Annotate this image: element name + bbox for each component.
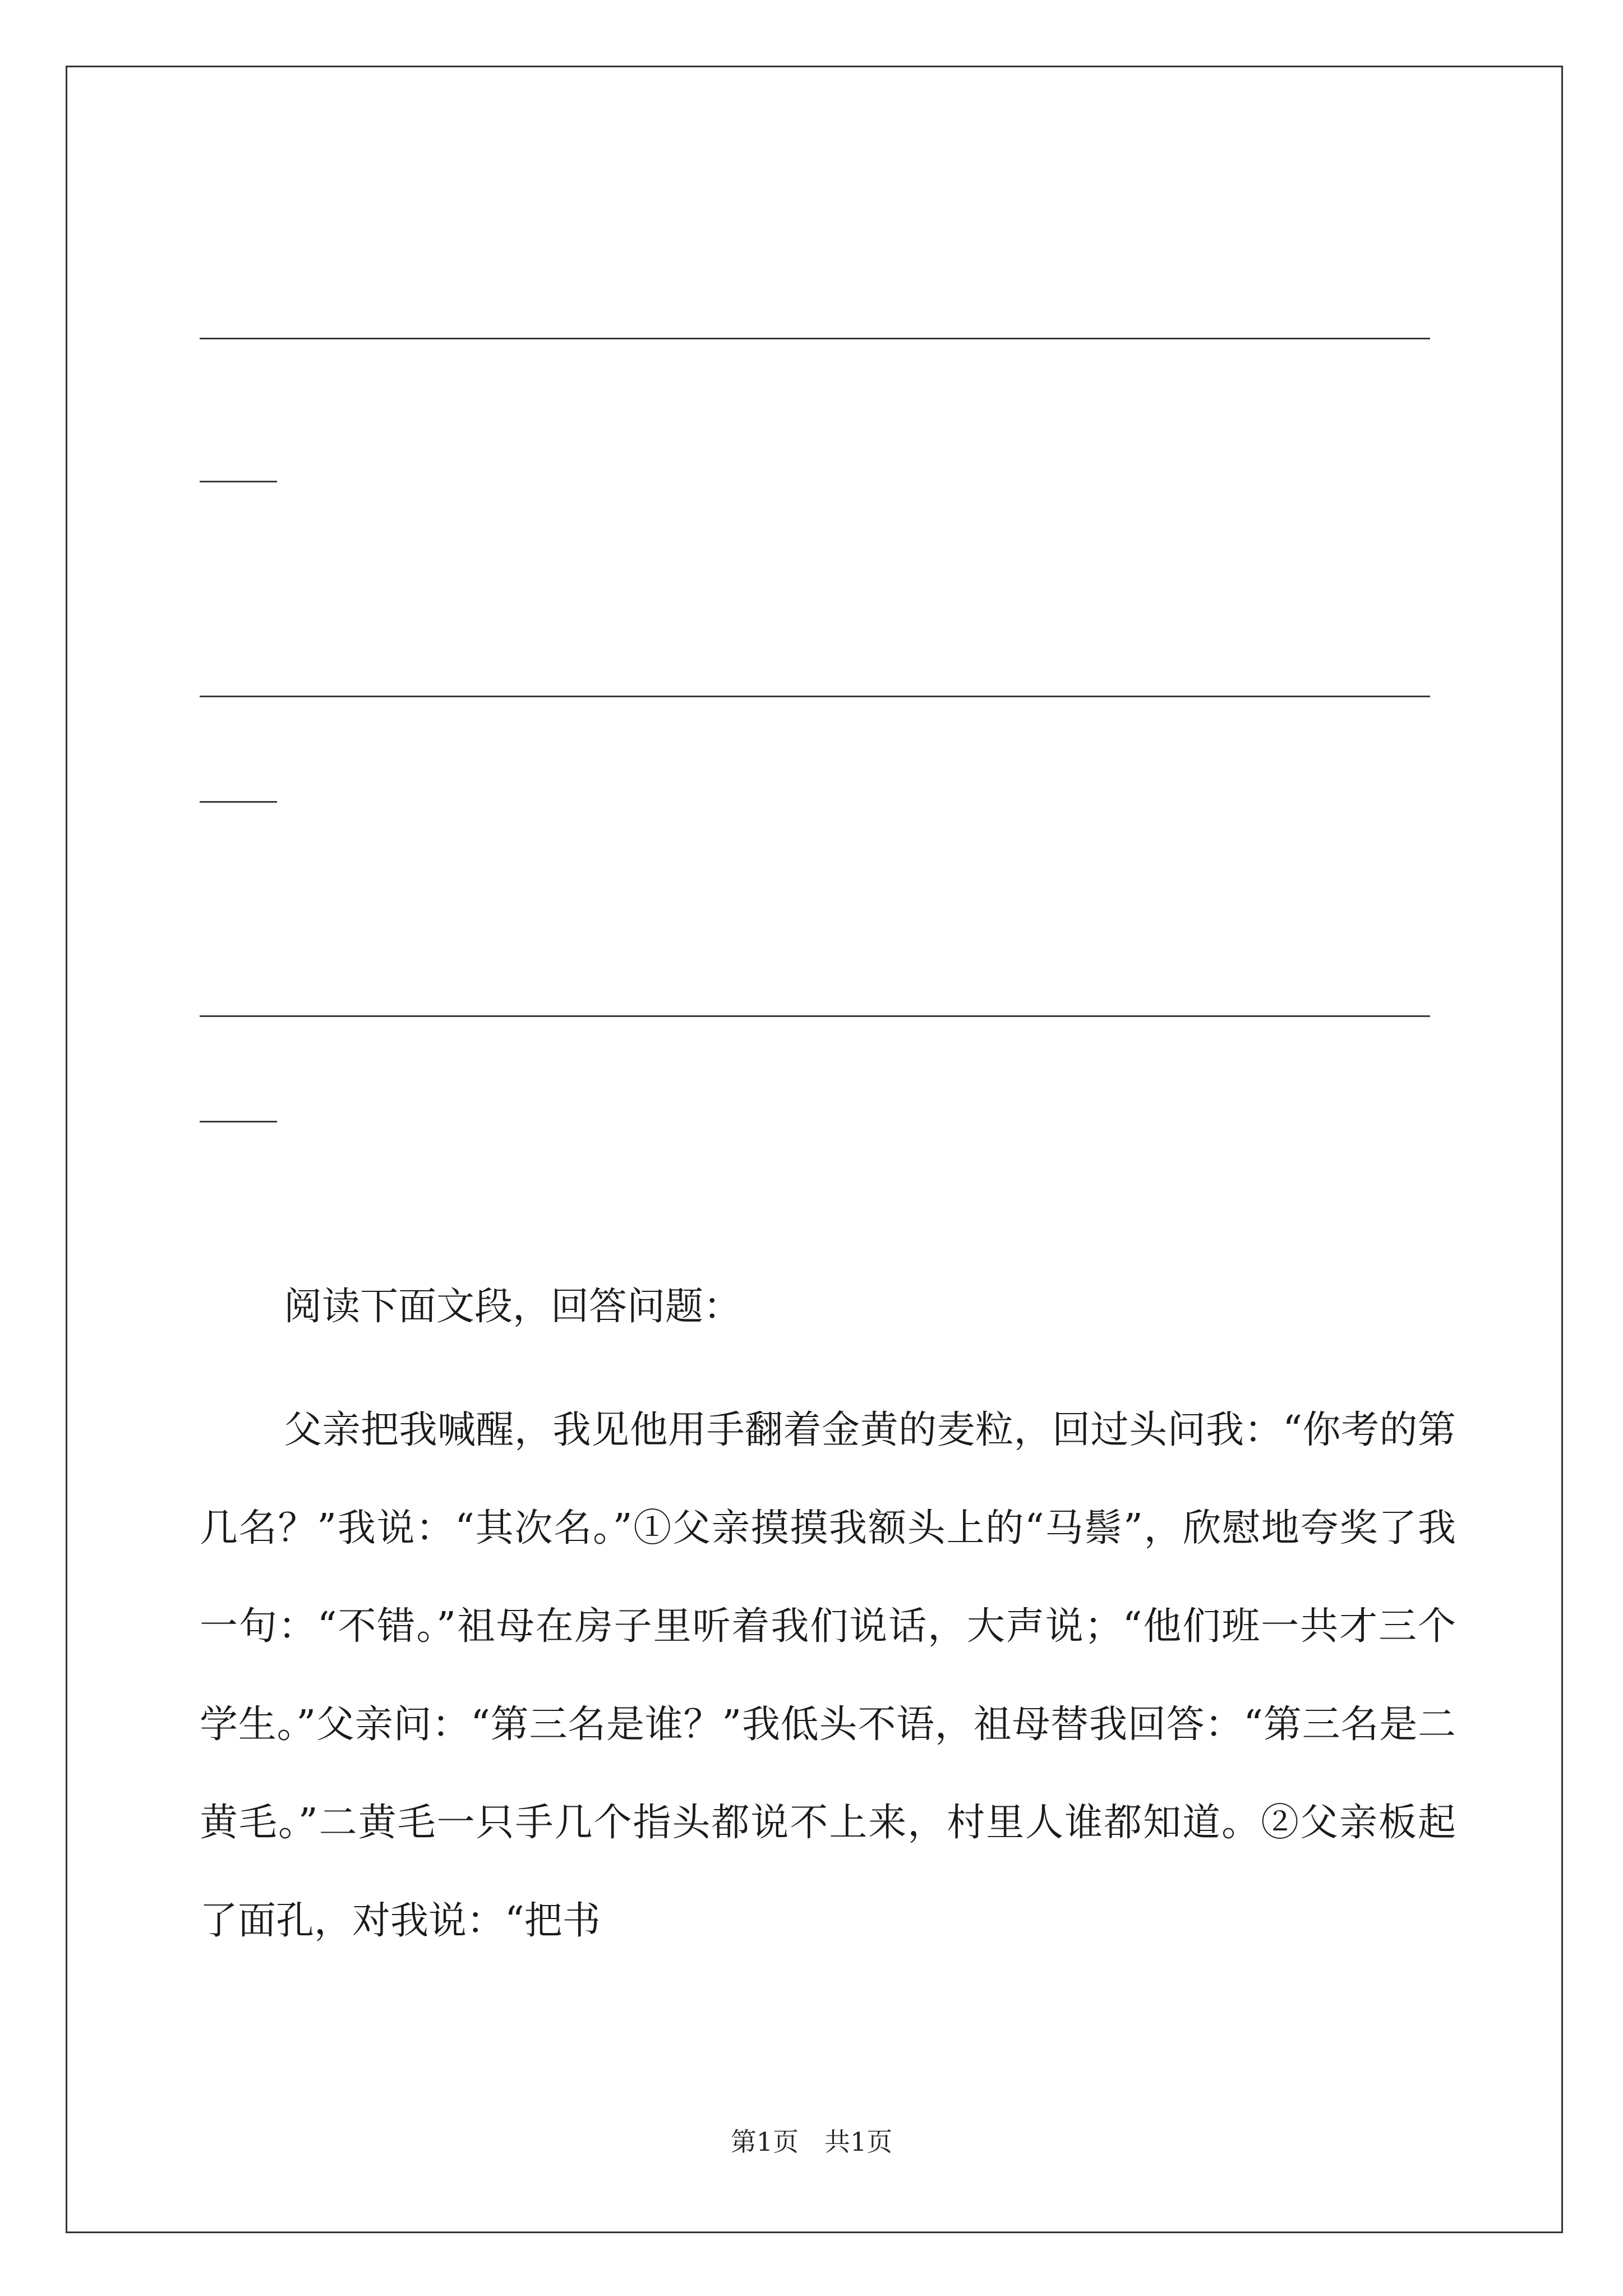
answer-line-2-end[interactable]: [200, 801, 277, 803]
answer-line-1[interactable]: [200, 338, 1430, 339]
question-prompt: 阅读下面文段，回答问题：: [284, 1285, 742, 1329]
answer-line-3[interactable]: [200, 1015, 1430, 1017]
reading-passage: 父亲把我喊醒，我见他用手翻着金黄的麦粒，回过头问我：“你考的第几名？”我说：“其次名。”①父亲摸摸我额头上的“马鬃”，欣慰地夸奖了我一句：“不错。”祖母在房子里听着我们说话，大声说；“他们班一共才三个学生。”父亲问：“第三名是谁？”我低头不语，祖母替我回答：“第三名是二黄毛。”二黄毛一只手几个指头都说不上来，村里人谁都知道。②父亲板起了面孔，对我说：“把书: [200, 1408, 1456, 1943]
page-number-total: 共1页: [824, 2127, 893, 2157]
answer-line-2[interactable]: [200, 696, 1430, 697]
answer-line-3-end[interactable]: [200, 1121, 277, 1122]
answer-line-1-end[interactable]: [200, 481, 277, 482]
page-footer: [0, 2126, 1623, 2157]
page-number-current: 第1页: [730, 2127, 799, 2157]
